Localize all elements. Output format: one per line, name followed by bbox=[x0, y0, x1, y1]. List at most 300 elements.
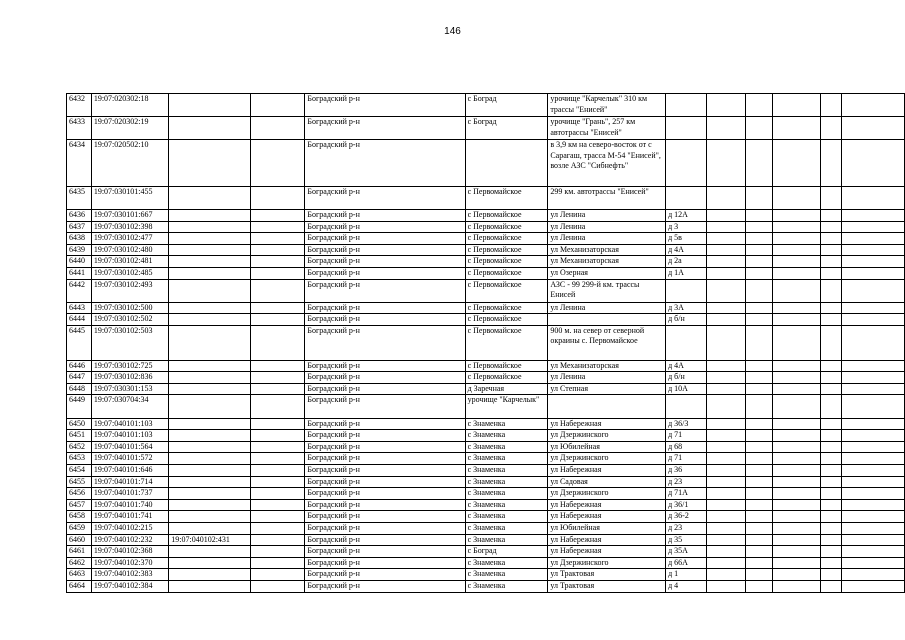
locality-cell: с Первомайское bbox=[465, 221, 548, 233]
region-cell: Боградский р-н bbox=[305, 476, 465, 488]
table-row bbox=[67, 476, 905, 488]
street-cell bbox=[548, 395, 666, 418]
empty-cell bbox=[772, 465, 820, 477]
empty-cell bbox=[772, 372, 820, 384]
street-cell: ул Набережная bbox=[548, 499, 666, 511]
street-cell: ул Дзержинского bbox=[548, 430, 666, 442]
empty-cell bbox=[250, 453, 305, 465]
row-number-cell: 6440 bbox=[67, 256, 92, 268]
table-row bbox=[67, 267, 905, 279]
row-number-cell: 6439 bbox=[67, 244, 92, 256]
empty-cell bbox=[772, 209, 820, 221]
row-number-cell: 6448 bbox=[67, 383, 92, 395]
region-cell: Боградский р-н bbox=[305, 418, 465, 430]
table-row bbox=[67, 453, 905, 465]
empty-cell bbox=[250, 209, 305, 221]
street-cell: ул Ленина bbox=[548, 221, 666, 233]
empty-cell bbox=[821, 186, 842, 209]
house-cell: д 4А bbox=[666, 244, 707, 256]
cadastral-number-cell: 19:07:030102:502 bbox=[91, 314, 168, 326]
empty-cell bbox=[772, 418, 820, 430]
empty-cell bbox=[707, 546, 746, 558]
table-row bbox=[67, 256, 905, 268]
empty-cell bbox=[842, 488, 905, 500]
empty-cell bbox=[250, 302, 305, 314]
empty-cell bbox=[821, 430, 842, 442]
empty-cell bbox=[250, 523, 305, 535]
row-number-cell: 6456 bbox=[67, 488, 92, 500]
empty-cell bbox=[772, 488, 820, 500]
empty-cell bbox=[821, 488, 842, 500]
region-cell: Боградский р-н bbox=[305, 465, 465, 477]
empty-cell bbox=[707, 418, 746, 430]
empty-cell bbox=[745, 233, 772, 245]
locality-cell: с Первомайское bbox=[465, 372, 548, 384]
empty-cell bbox=[250, 267, 305, 279]
empty-cell bbox=[745, 117, 772, 140]
empty-cell bbox=[250, 221, 305, 233]
empty-cell bbox=[745, 441, 772, 453]
empty-cell bbox=[842, 117, 905, 140]
cadastral-number-cell: 19:07:030102:477 bbox=[91, 233, 168, 245]
cadastral-number-cell: 19:07:030301:153 bbox=[91, 383, 168, 395]
empty-cell bbox=[250, 511, 305, 523]
empty-cell bbox=[821, 523, 842, 535]
cadastral-number-cell: 19:07:030102:480 bbox=[91, 244, 168, 256]
cadastral-number-cell: 19:07:040102:368 bbox=[91, 546, 168, 558]
empty-cell bbox=[842, 244, 905, 256]
row-number-cell: 6447 bbox=[67, 372, 92, 384]
locality-cell: с Знаменка bbox=[465, 534, 548, 546]
street-cell: ул Садовая bbox=[548, 476, 666, 488]
locality-cell: с Первомайское bbox=[465, 233, 548, 245]
empty-cell bbox=[842, 267, 905, 279]
locality-cell: с Знаменка bbox=[465, 453, 548, 465]
cadastral-number-cell: 19:07:020502:10 bbox=[91, 140, 168, 186]
empty-cell bbox=[772, 94, 820, 117]
house-cell: д 3А bbox=[666, 302, 707, 314]
street-cell: АЗС - 99 299-й км. трассы Енисей bbox=[548, 279, 666, 302]
empty-cell bbox=[250, 325, 305, 360]
empty-cell bbox=[821, 441, 842, 453]
street-cell: ул Ленина bbox=[548, 233, 666, 245]
empty-cell bbox=[772, 186, 820, 209]
linked-cadastral-cell bbox=[169, 523, 250, 535]
empty-cell bbox=[745, 488, 772, 500]
row-number-cell: 6437 bbox=[67, 221, 92, 233]
cadastral-number-cell: 19:07:020302:18 bbox=[91, 94, 168, 117]
cadastral-number-cell: 19:07:040101:564 bbox=[91, 441, 168, 453]
cadastral-number-cell: 19:07:040101:737 bbox=[91, 488, 168, 500]
empty-cell bbox=[821, 94, 842, 117]
region-cell: Боградский р-н bbox=[305, 209, 465, 221]
empty-cell bbox=[821, 534, 842, 546]
cadastral-number-cell: 19:07:030704:34 bbox=[91, 395, 168, 418]
row-number-cell: 6463 bbox=[67, 569, 92, 581]
region-cell: Боградский р-н bbox=[305, 117, 465, 140]
page-number: 146 bbox=[444, 26, 461, 37]
region-cell: Боградский р-н bbox=[305, 395, 465, 418]
locality-cell: с Первомайское bbox=[465, 302, 548, 314]
cadastral-number-cell: 19:07:040101:103 bbox=[91, 430, 168, 442]
empty-cell bbox=[842, 580, 905, 592]
empty-cell bbox=[745, 244, 772, 256]
empty-cell bbox=[842, 569, 905, 581]
cadastral-number-cell: 19:07:040102:370 bbox=[91, 557, 168, 569]
region-cell: Боградский р-н bbox=[305, 186, 465, 209]
empty-cell bbox=[707, 302, 746, 314]
street-cell: ул Механизаторская bbox=[548, 256, 666, 268]
empty-cell bbox=[250, 476, 305, 488]
empty-cell bbox=[707, 476, 746, 488]
house-cell bbox=[666, 325, 707, 360]
empty-cell bbox=[745, 569, 772, 581]
empty-cell bbox=[707, 186, 746, 209]
locality-cell: с Знаменка bbox=[465, 580, 548, 592]
linked-cadastral-cell bbox=[169, 209, 250, 221]
table-row bbox=[67, 140, 905, 186]
empty-cell bbox=[772, 302, 820, 314]
linked-cadastral-cell: 19:07:040102:431 bbox=[169, 534, 250, 546]
cadastral-number-cell: 19:07:020302:19 bbox=[91, 117, 168, 140]
empty-cell bbox=[842, 465, 905, 477]
empty-cell bbox=[707, 465, 746, 477]
empty-cell bbox=[821, 244, 842, 256]
empty-cell bbox=[821, 546, 842, 558]
house-cell: д 12А bbox=[666, 209, 707, 221]
empty-cell bbox=[250, 534, 305, 546]
region-cell: Боградский р-н bbox=[305, 325, 465, 360]
cadastral-number-cell: 19:07:040101:741 bbox=[91, 511, 168, 523]
empty-cell bbox=[772, 279, 820, 302]
empty-cell bbox=[772, 557, 820, 569]
empty-cell bbox=[707, 209, 746, 221]
linked-cadastral-cell bbox=[169, 325, 250, 360]
street-cell: ул Трактовая bbox=[548, 569, 666, 581]
linked-cadastral-cell bbox=[169, 314, 250, 326]
empty-cell bbox=[772, 325, 820, 360]
empty-cell bbox=[772, 267, 820, 279]
linked-cadastral-cell bbox=[169, 499, 250, 511]
empty-cell bbox=[772, 534, 820, 546]
empty-cell bbox=[772, 360, 820, 372]
region-cell: Боградский р-н bbox=[305, 244, 465, 256]
empty-cell bbox=[707, 244, 746, 256]
linked-cadastral-cell bbox=[169, 244, 250, 256]
row-number-cell: 6442 bbox=[67, 279, 92, 302]
empty-cell bbox=[842, 279, 905, 302]
house-cell: д 71А bbox=[666, 488, 707, 500]
empty-cell bbox=[821, 569, 842, 581]
empty-cell bbox=[821, 372, 842, 384]
empty-cell bbox=[772, 580, 820, 592]
row-number-cell: 6432 bbox=[67, 94, 92, 117]
empty-cell bbox=[250, 546, 305, 558]
row-number-cell: 6464 bbox=[67, 580, 92, 592]
empty-cell bbox=[842, 511, 905, 523]
table-row bbox=[67, 534, 905, 546]
empty-cell bbox=[745, 302, 772, 314]
table-row bbox=[67, 441, 905, 453]
house-cell: д 10А bbox=[666, 383, 707, 395]
house-cell: д 23 bbox=[666, 523, 707, 535]
cadastral-number-cell: 19:07:040102:383 bbox=[91, 569, 168, 581]
empty-cell bbox=[745, 279, 772, 302]
street-cell: ул Набережная bbox=[548, 511, 666, 523]
linked-cadastral-cell bbox=[169, 395, 250, 418]
table-row bbox=[67, 523, 905, 535]
empty-cell bbox=[842, 360, 905, 372]
empty-cell bbox=[772, 117, 820, 140]
empty-cell bbox=[707, 117, 746, 140]
cadastral-number-cell: 19:07:030102:836 bbox=[91, 372, 168, 384]
table-row bbox=[67, 117, 905, 140]
empty-cell bbox=[842, 186, 905, 209]
empty-cell bbox=[842, 233, 905, 245]
empty-cell bbox=[745, 314, 772, 326]
empty-cell bbox=[842, 94, 905, 117]
locality-cell: с Первомайское bbox=[465, 279, 548, 302]
region-cell: Боградский р-н bbox=[305, 233, 465, 245]
cadastral-number-cell: 19:07:040101:714 bbox=[91, 476, 168, 488]
linked-cadastral-cell bbox=[169, 140, 250, 186]
row-number-cell: 6452 bbox=[67, 441, 92, 453]
region-cell: Боградский р-н bbox=[305, 302, 465, 314]
table-row bbox=[67, 279, 905, 302]
table-row bbox=[67, 244, 905, 256]
empty-cell bbox=[821, 580, 842, 592]
empty-cell bbox=[745, 372, 772, 384]
empty-cell bbox=[821, 302, 842, 314]
empty-cell bbox=[250, 244, 305, 256]
empty-cell bbox=[821, 279, 842, 302]
empty-cell bbox=[772, 546, 820, 558]
locality-cell: с Первомайское bbox=[465, 314, 548, 326]
empty-cell bbox=[250, 140, 305, 186]
region-cell: Боградский р-н bbox=[305, 314, 465, 326]
table-row bbox=[67, 314, 905, 326]
empty-cell bbox=[707, 140, 746, 186]
cadastral-number-cell: 19:07:030102:398 bbox=[91, 221, 168, 233]
empty-cell bbox=[842, 476, 905, 488]
linked-cadastral-cell bbox=[169, 186, 250, 209]
table-row bbox=[67, 302, 905, 314]
house-cell: д 35А bbox=[666, 546, 707, 558]
row-number-cell: 6455 bbox=[67, 476, 92, 488]
empty-cell bbox=[821, 233, 842, 245]
empty-cell bbox=[772, 221, 820, 233]
region-cell: Боградский р-н bbox=[305, 546, 465, 558]
street-cell: урочище "Карчелык" 310 км трассы "Енисей" bbox=[548, 94, 666, 117]
linked-cadastral-cell bbox=[169, 233, 250, 245]
region-cell: Боградский р-н bbox=[305, 94, 465, 117]
empty-cell bbox=[707, 534, 746, 546]
locality-cell: с Знаменка bbox=[465, 418, 548, 430]
locality-cell: с Первомайское bbox=[465, 209, 548, 221]
locality-cell: с Боград bbox=[465, 546, 548, 558]
house-cell: д 4 bbox=[666, 580, 707, 592]
empty-cell bbox=[842, 372, 905, 384]
empty-cell bbox=[842, 302, 905, 314]
row-number-cell: 6441 bbox=[67, 267, 92, 279]
house-cell bbox=[666, 117, 707, 140]
table-row bbox=[67, 430, 905, 442]
empty-cell bbox=[707, 383, 746, 395]
linked-cadastral-cell bbox=[169, 360, 250, 372]
house-cell: д б/н bbox=[666, 314, 707, 326]
locality-cell: с Знаменка bbox=[465, 465, 548, 477]
cadastral-number-cell: 19:07:030102:500 bbox=[91, 302, 168, 314]
empty-cell bbox=[707, 256, 746, 268]
street-cell: ул Трактовая bbox=[548, 580, 666, 592]
locality-cell: с Первомайское bbox=[465, 325, 548, 360]
house-cell: д 5в bbox=[666, 233, 707, 245]
empty-cell bbox=[821, 140, 842, 186]
linked-cadastral-cell bbox=[169, 511, 250, 523]
street-cell: ул Ленина bbox=[548, 302, 666, 314]
empty-cell bbox=[821, 209, 842, 221]
empty-cell bbox=[250, 94, 305, 117]
empty-cell bbox=[707, 511, 746, 523]
row-number-cell: 6450 bbox=[67, 418, 92, 430]
empty-cell bbox=[842, 557, 905, 569]
row-number-cell: 6454 bbox=[67, 465, 92, 477]
empty-cell bbox=[707, 94, 746, 117]
region-cell: Боградский р-н bbox=[305, 267, 465, 279]
linked-cadastral-cell bbox=[169, 302, 250, 314]
row-number-cell: 6451 bbox=[67, 430, 92, 442]
empty-cell bbox=[821, 267, 842, 279]
table-row bbox=[67, 465, 905, 477]
street-cell: 900 м. на север от северной окраины с. Первомайское bbox=[548, 325, 666, 360]
house-cell: д б/н bbox=[666, 372, 707, 384]
empty-cell bbox=[250, 117, 305, 140]
empty-cell bbox=[842, 534, 905, 546]
empty-cell bbox=[842, 546, 905, 558]
empty-cell bbox=[842, 453, 905, 465]
street-cell: ул Набережная bbox=[548, 534, 666, 546]
empty-cell bbox=[707, 267, 746, 279]
empty-cell bbox=[707, 557, 746, 569]
empty-cell bbox=[250, 580, 305, 592]
house-cell: д 36 bbox=[666, 465, 707, 477]
linked-cadastral-cell bbox=[169, 488, 250, 500]
house-cell: д 1 bbox=[666, 569, 707, 581]
cadastral-number-cell: 19:07:030102:503 bbox=[91, 325, 168, 360]
row-number-cell: 6462 bbox=[67, 557, 92, 569]
empty-cell bbox=[772, 244, 820, 256]
empty-cell bbox=[821, 325, 842, 360]
cadastral-number-cell: 19:07:040101:740 bbox=[91, 499, 168, 511]
street-cell: ул Механизаторская bbox=[548, 244, 666, 256]
empty-cell bbox=[821, 476, 842, 488]
locality-cell: урочище "Карчелык" bbox=[465, 395, 548, 418]
cadastral-number-cell: 19:07:030102:481 bbox=[91, 256, 168, 268]
empty-cell bbox=[821, 395, 842, 418]
empty-cell bbox=[250, 233, 305, 245]
empty-cell bbox=[842, 140, 905, 186]
empty-cell bbox=[772, 476, 820, 488]
empty-cell bbox=[772, 256, 820, 268]
empty-cell bbox=[821, 557, 842, 569]
street-cell: ул Ленина bbox=[548, 209, 666, 221]
empty-cell bbox=[250, 569, 305, 581]
row-number-cell: 6453 bbox=[67, 453, 92, 465]
street-cell: ул Юбилейная bbox=[548, 523, 666, 535]
table-row bbox=[67, 546, 905, 558]
locality-cell: с Знаменка bbox=[465, 476, 548, 488]
empty-cell bbox=[842, 314, 905, 326]
cadastral-number-cell: 19:07:040101:646 bbox=[91, 465, 168, 477]
linked-cadastral-cell bbox=[169, 430, 250, 442]
house-cell: д 4А bbox=[666, 360, 707, 372]
empty-cell bbox=[842, 221, 905, 233]
empty-cell bbox=[745, 465, 772, 477]
empty-cell bbox=[821, 256, 842, 268]
row-number-cell: 6433 bbox=[67, 117, 92, 140]
empty-cell bbox=[707, 488, 746, 500]
table-row bbox=[67, 221, 905, 233]
locality-cell: с Первомайское bbox=[465, 267, 548, 279]
linked-cadastral-cell bbox=[169, 557, 250, 569]
linked-cadastral-cell bbox=[169, 256, 250, 268]
region-cell: Боградский р-н bbox=[305, 580, 465, 592]
empty-cell bbox=[250, 418, 305, 430]
row-number-cell: 6446 bbox=[67, 360, 92, 372]
empty-cell bbox=[250, 314, 305, 326]
linked-cadastral-cell bbox=[169, 221, 250, 233]
cadastral-number-cell: 19:07:030101:667 bbox=[91, 209, 168, 221]
empty-cell bbox=[707, 441, 746, 453]
house-cell bbox=[666, 279, 707, 302]
empty-cell bbox=[707, 314, 746, 326]
table-row bbox=[67, 580, 905, 592]
empty-cell bbox=[707, 430, 746, 442]
region-cell: Боградский р-н bbox=[305, 256, 465, 268]
row-number-cell: 6434 bbox=[67, 140, 92, 186]
region-cell: Боградский р-н bbox=[305, 441, 465, 453]
empty-cell bbox=[842, 499, 905, 511]
linked-cadastral-cell bbox=[169, 267, 250, 279]
empty-cell bbox=[707, 453, 746, 465]
linked-cadastral-cell bbox=[169, 441, 250, 453]
empty-cell bbox=[745, 256, 772, 268]
cadastral-number-cell: 19:07:030101:455 bbox=[91, 186, 168, 209]
locality-cell: с Боград bbox=[465, 94, 548, 117]
empty-cell bbox=[745, 453, 772, 465]
empty-cell bbox=[745, 221, 772, 233]
table-row bbox=[67, 418, 905, 430]
street-cell: ул Механизаторская bbox=[548, 360, 666, 372]
empty-cell bbox=[842, 383, 905, 395]
empty-cell bbox=[821, 383, 842, 395]
empty-cell bbox=[745, 209, 772, 221]
linked-cadastral-cell bbox=[169, 476, 250, 488]
empty-cell bbox=[250, 256, 305, 268]
house-cell: д 68 bbox=[666, 441, 707, 453]
linked-cadastral-cell bbox=[169, 372, 250, 384]
empty-cell bbox=[707, 372, 746, 384]
region-cell: Боградский р-н bbox=[305, 453, 465, 465]
street-cell bbox=[548, 314, 666, 326]
empty-cell bbox=[707, 569, 746, 581]
empty-cell bbox=[821, 221, 842, 233]
cadastral-number-cell: 19:07:040102:384 bbox=[91, 580, 168, 592]
empty-cell bbox=[772, 441, 820, 453]
empty-cell bbox=[772, 569, 820, 581]
cadastral-number-cell: 19:07:040102:232 bbox=[91, 534, 168, 546]
locality-cell: д Заречная bbox=[465, 383, 548, 395]
